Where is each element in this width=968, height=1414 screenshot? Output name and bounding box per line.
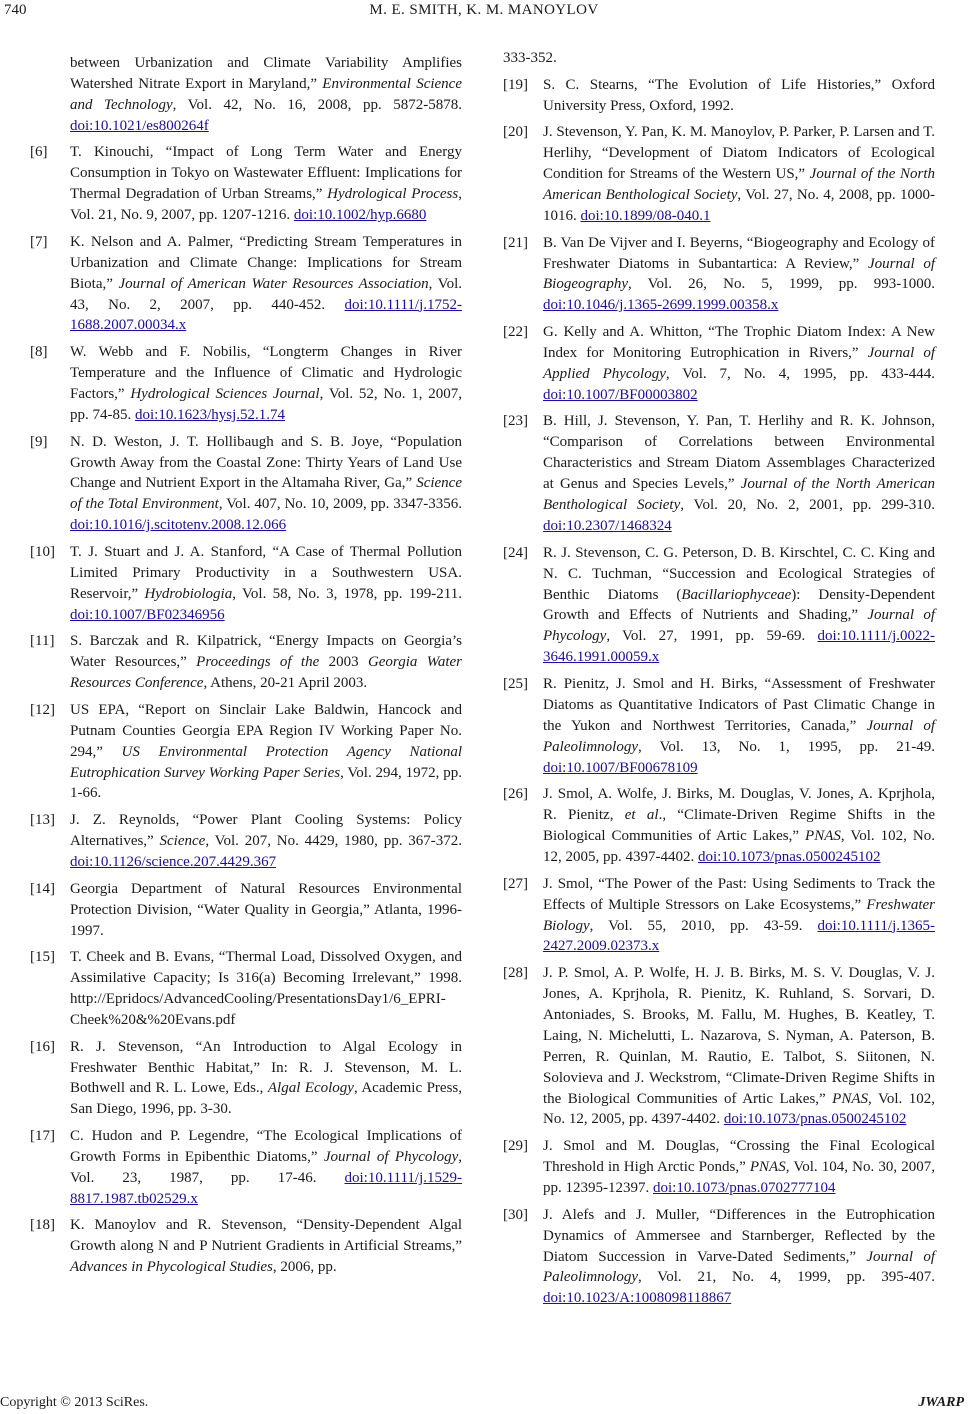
reference-text	[70, 879, 462, 942]
reference-number: [27]	[503, 875, 528, 892]
doi-link[interactable]: doi:10.1899/08-040.1	[580, 207, 711, 224]
reference-text-span: J. Z. Reynolds, “Power Plant Cooling Systems: Policy Alternatives,”	[70, 812, 462, 850]
reference-text	[70, 1037, 462, 1121]
italic-title: Science of the Total Environment	[70, 475, 462, 513]
reference-text	[70, 1215, 462, 1278]
italic-title: Hydrological Sciences Journal	[130, 385, 320, 402]
reference-text	[70, 542, 462, 626]
page-number: 740	[4, 2, 27, 18]
reference-text-span: , 2006, pp.	[272, 1259, 337, 1276]
reference-entry	[30, 542, 462, 626]
reference-text-span: , Athens, 20-21 April 2003.	[203, 675, 368, 692]
doi-link[interactable]: doi:10.1007/BF00003802	[543, 386, 698, 403]
italic-title: PNAS	[805, 828, 841, 845]
reference-number: [15]	[30, 949, 55, 966]
reference-entry	[503, 543, 935, 668]
reference-number: [11]	[30, 633, 55, 650]
references-left-column	[30, 53, 462, 1278]
reference-number: [17]	[30, 1128, 55, 1145]
reference-text-span: R. J. Stevenson, C. G. Peterson, D. B. Kirschtel, C. C. King and N. C. Tuchman, “Succession and Ecological Strategies of Benthic Diatoms (	[543, 544, 935, 603]
reference-text-span: , Vol. 21, No. 4, 1999, pp. 395-407.	[637, 1269, 935, 1286]
doi-link[interactable]: doi:10.1002/hyp.6680	[293, 207, 427, 224]
reference-text-span: , Vol. 27, No. 4, 2008, pp. 1000-1016.	[543, 187, 935, 224]
italic-title: Advances in Phycological Studies	[70, 1259, 273, 1276]
reference-number: [29]	[503, 1138, 528, 1155]
reference-text-span: J. Smol, A. Wolfe, J. Birks, M. Douglas, V. Jones, A. Kprjhola, R. Pienitz,	[543, 786, 935, 824]
reference-text	[70, 232, 462, 337]
reference-text	[543, 963, 935, 1130]
reference-text	[543, 75, 935, 117]
reference-text-span: S. C. Stearns, “The Evolution of Life Histories,” Oxford University Press, Oxford, 1992.	[543, 76, 935, 114]
reference-text	[70, 432, 462, 537]
italic-title: Journal of Applied Phycology	[543, 344, 935, 382]
italic-title: Algal Ecology	[267, 1080, 354, 1097]
doi-link[interactable]: doi:10.1111/j.1752-1688.2007.00034.x	[70, 296, 462, 334]
reference-entry	[503, 75, 935, 117]
italic-title: Journal of Biogeography	[543, 255, 935, 293]
reference-text	[30, 53, 462, 137]
doi-link[interactable]: doi:10.1021/es800264f	[70, 117, 209, 134]
reference-text-span: W. Webb and F. Nobilis, “Longterm Changes in River Temperature and the Influence of Climatic and Hydrologic Factors,”	[70, 344, 462, 402]
italic-title: Journal of Paleolimnology	[543, 717, 935, 755]
references-right-column	[503, 48, 935, 1309]
doi-link[interactable]: doi:10.1126/science.207.4429.367	[70, 854, 277, 870]
reference-text	[543, 122, 935, 227]
doi-link[interactable]: doi:10.1111/j.1365-2427.2009.02373.x	[543, 917, 935, 955]
reference-entry	[30, 947, 462, 1031]
doi-link[interactable]: doi:10.1007/BF02346956	[70, 606, 225, 623]
reference-text-span: Georgia Department of Natural Resources Environmental Protection Division, “Water Quality in Georgia,” Atlanta, 1996-1997.	[70, 880, 462, 939]
reference-text-span: , Vol. 21, No. 9, 2007, pp. 1207-1216.	[70, 186, 462, 224]
reference-number: [10]	[30, 543, 55, 560]
reference-text	[70, 1126, 462, 1210]
reference-entry	[30, 1126, 462, 1210]
reference-text-span: , Vol. 23, 1987, pp. 17-46.	[70, 1148, 462, 1186]
reference-text-span: , Vol. 207, No. 4429, 1980, pp. 367-372.	[205, 833, 463, 850]
reference-entry	[503, 322, 935, 406]
reference-text-span: , Vol. 13, No. 1, 1995, pp. 21-49.	[637, 738, 935, 755]
reference-text-span: K. Manoylov and R. Stevenson, “Density-Dependent Algal Growth along N and P Nutrient Gradients in Artificial Streams,”	[70, 1217, 462, 1255]
reference-number: [23]	[503, 413, 528, 430]
doi-link[interactable]: doi:10.1073/pnas.0702777104	[653, 1179, 836, 1196]
doi-link[interactable]: doi:10.1016/j.scitotenv.2008.12.066	[70, 517, 287, 534]
reference-text-span: C. Hudon and P. Legendre, “The Ecological Implications of Growth Forms in Epibenthic Diatoms,”	[70, 1128, 462, 1165]
italic-title: Journal of the North American Benthological Society	[543, 476, 935, 514]
copyright-notice: Copyright © 2013 SciRes.	[0, 1395, 149, 1410]
italic-title: Journal of American Water Resources Association	[118, 275, 429, 292]
reference-entry	[503, 1205, 935, 1310]
reference-text	[70, 810, 462, 873]
italic-title: Journal of Phycology	[543, 607, 935, 645]
reference-text	[543, 543, 935, 668]
reference-text-span: J. Stevenson, Y. Pan, K. M. Manoylov, P. Parker, P. Larsen and T. Herlihy, “Development of Diatom Indicators of Ecological Condition for Streams of the Western US,”	[543, 124, 935, 183]
reference-text-span: B. Hill, J. Stevenson, Y. Pan, T. Herlihy and R. K. Johnson, “Comparison of Correlations between Environmental Characteristics and Stream Diatom Assemblages Characterized at Genus and Species Levels,”	[543, 413, 935, 493]
reference-text-span: US EPA, “Report on Sinclair Lake Baldwin, Hancock and Putnam Counties Georgia EPA Region IV Working Paper No. 294,”	[70, 701, 462, 760]
italic-title: Journal of Phycology	[323, 1148, 459, 1165]
reference-text-span: J. Smol, “The Power of the Past: Using Sediments to Track the Effects of Multiple Stressors on Lake Ecosystems,”	[543, 875, 935, 913]
italic-title: Environmental Science and Technology	[70, 75, 462, 113]
reference-entry	[30, 342, 462, 426]
reference-text-span: , Vol. 102, No. 12, 2005, pp. 4397-4402.	[543, 828, 935, 865]
reference-text-span: T. Kinouchi, “Impact of Long Term Water and Energy Consumption in Tokyo on Wastewater Effluent: Implications for Thermal Degradation of Urban Streams,”	[70, 144, 462, 203]
reference-text	[543, 674, 935, 779]
reference-text-span: , Vol. 294, 1972, pp. 1-66.	[70, 764, 462, 802]
italic-title: Journal of Paleolimnology	[543, 1248, 935, 1286]
reference-text-span: N. D. Weston, J. T. Hollibaugh and S. B. Joye, “Population Growth Away from the Coastal Zone: Thirty Years of Land Use Change and Nutrient Export in the Altamaha River, Ga,”	[70, 433, 462, 492]
reference-entry	[503, 1136, 935, 1199]
reference-text	[70, 700, 462, 805]
journal-abbrev: JWARP	[918, 1395, 964, 1410]
doi-link[interactable]: doi:10.1023/A:1008098118867	[543, 1290, 732, 1307]
reference-text-span: , Vol. 55, 2010, pp. 43-59.	[589, 917, 818, 934]
italic-title: US Environmental Protection Agency National Eutrophication Survey Working Paper Series	[70, 743, 462, 781]
reference-text	[543, 784, 935, 868]
reference-text-span: 2003	[319, 654, 368, 671]
reference-text-span: , Vol. 58, No. 3, 1978, pp. 199-211.	[232, 585, 462, 602]
italic-title: Georgia Water Resources Conference	[70, 654, 462, 692]
reference-text-span: R. J. Stevenson, “An Introduction to Algal Ecology in Freshwater Benthic Habitat,” In: R. J. Stevenson, M. L. Bothwell and R. L. Lowe, Eds.,	[70, 1038, 462, 1097]
reference-number: [30]	[503, 1206, 528, 1223]
reference-text	[70, 631, 462, 694]
reference-text	[543, 874, 935, 958]
reference-number: [12]	[30, 701, 55, 718]
reference-number: [18]	[30, 1217, 55, 1234]
reference-text-span: ., “Climate-Driven Regime Shifts in the Biological Communities of Artic Lakes,”	[543, 807, 935, 845]
reference-number: [19]	[503, 76, 528, 93]
reference-text-span: ): Density-Dependent Growth and Effects of Nutrients and Shading,”	[543, 586, 936, 624]
reference-entry	[503, 674, 935, 779]
italic-title: Hydrological Process	[327, 186, 459, 203]
reference-entry	[503, 874, 935, 958]
reference-text-span: between Urbanization and Climate Variability Amplifies Watershed Nitrate Export in Maryland,”	[70, 55, 462, 92]
reference-number: [26]	[503, 786, 528, 803]
reference-entry	[30, 1215, 462, 1278]
reference-text-span: T. J. Stuart and J. A. Stanford, “A Case of Thermal Pollution Limited Primary Productivity in a Southwestern USA. Reservoir,”	[70, 543, 462, 602]
reference-text-span: J. Alefs and J. Muller, “Differences in the Eutrophication Dynamics of Ammersee and Starnberger, Reflected by the Diatom Succession in Varve-Dated Sediments,”	[543, 1206, 935, 1265]
reference-text-span: , Vol. 42, No. 16, 2008, pp. 5872-5878.	[172, 96, 462, 113]
reference-text	[543, 233, 935, 317]
italic-title: Bacillariophyceae	[681, 586, 792, 603]
reference-number: [28]	[503, 965, 528, 982]
reference-number: [24]	[503, 544, 528, 561]
doi-link[interactable]: doi:10.1073/pnas.0500245102	[723, 1111, 907, 1128]
reference-text	[543, 1205, 935, 1310]
reference-number: [21]	[503, 234, 528, 251]
reference-entry	[30, 631, 462, 694]
reference-entry	[30, 810, 462, 873]
reference-text-span: J. P. Smol, A. P. Wolfe, H. J. B. Birks, M. S. V. Douglas, V. J. Jones, A. Kprjhola, R. Pienitz, K. Ruhland, S. Sorvari, D. Antoniades, S. Brooks, M. Fallu, M. Hughes, B. Keatley, T. Laing, N. Michelutti, L. Nazarova, S. Nyman, A. Paterson, B. Perren, R. Quinlan, M. Rautio, E. Talbot, S. Siitonen, N. Solovieva and J. Weckstrom, “Climate-Driven Regime Shifts in the Biological Communities of Artic Lakes,”	[543, 965, 935, 1107]
reference-text	[543, 322, 935, 406]
reference-text-span: 333-352.	[503, 50, 557, 66]
reference-entry	[503, 784, 935, 868]
reference-text-span: , Vol. 104, No. 30, 2007, pp. 12395-12397.	[543, 1159, 935, 1196]
reference-number: [8]	[30, 344, 48, 361]
doi-link[interactable]: doi:10.1623/hysj.52.1.74	[135, 406, 286, 423]
reference-entry	[30, 232, 462, 337]
reference-entry	[503, 48, 935, 69]
doi-link[interactable]: doi:10.1111/j.0022-3646.1991.00059.x	[543, 628, 935, 666]
reference-text-span: T. Cheek and B. Evans, “Thermal Load, Dissolved Oxygen, and Assimilative Capacity; Is 316(a) Becoming Irrelevant,” 1998. http://Epridocs/AdvancedCooling/PresentationsDay1/6_EPRI-Cheek%20&%20Evans.pdf	[70, 949, 462, 1028]
reference-text-span: , Vol. 7, No. 4, 1995, pp. 433-444.	[665, 365, 935, 382]
reference-text-span: , Vol. 52, No. 1, 2007, pp. 74-85.	[70, 385, 462, 423]
reference-text-span: , Vol. 20, No. 2, 2001, pp. 299-310.	[680, 497, 935, 514]
reference-text	[70, 142, 462, 226]
running-head-authors: M. E. SMITH, K. M. MANOYLOV	[369, 2, 599, 18]
reference-text-span: J. Smol and M. Douglas, “Crossing the Final Ecological Threshold in High Arctic Ponds,”	[543, 1138, 935, 1176]
reference-text-span: S. Barczak and R. Kilpatrick, “Energy Impacts on Georgia’s Water Resources,”	[70, 633, 462, 671]
reference-number: [20]	[503, 124, 528, 141]
reference-entry	[503, 411, 935, 536]
reference-number: [7]	[30, 233, 48, 250]
reference-text-span: , Vol. 102, No. 12, 2005, pp. 4397-4402.	[543, 1090, 935, 1128]
reference-number: [25]	[503, 675, 528, 692]
reference-text	[543, 1136, 935, 1199]
reference-text-span: , Academic Press, San Diego, 1996, pp. 3-30.	[70, 1080, 462, 1118]
doi-link[interactable]: doi:10.1007/BF00678109	[543, 759, 698, 776]
reference-text-span: , Vol. 407, No. 10, 2009, pp. 3347-3356.	[218, 496, 462, 513]
reference-number: [22]	[503, 324, 528, 341]
reference-text	[503, 48, 935, 69]
reference-text-span: , Vol. 27, 1991, pp. 59-69.	[606, 628, 818, 645]
reference-entry	[30, 432, 462, 537]
italic-title: Science	[159, 833, 206, 850]
reference-text-span: R. Pienitz, J. Smol and H. Birks, “Assessment of Freshwater Diatoms as Quantitative Indicators of Past Climatic Change in the Yukon and Northwest Territories, Canada,”	[543, 675, 935, 734]
reference-entry	[30, 142, 462, 226]
doi-link[interactable]: doi:10.1073/pnas.0500245102	[698, 849, 881, 865]
reference-entry	[503, 963, 935, 1130]
italic-title: Proceedings of the	[196, 654, 320, 671]
italic-title: Journal of the North American Benthological Society	[543, 166, 935, 204]
reference-number: [6]	[30, 144, 48, 161]
reference-text	[70, 342, 462, 426]
reference-entry	[30, 53, 462, 137]
reference-text-span: , Vol. 26, No. 5, 1999, pp. 993-1000.	[627, 276, 935, 293]
reference-text	[70, 947, 462, 1031]
reference-text-span: K. Nelson and A. Palmer, “Predicting Stream Temperatures in Urbanization and Climate Change: Implications for Stream Biota,”	[70, 233, 462, 292]
reference-entry	[30, 879, 462, 942]
doi-link[interactable]: doi:10.1046/j.1365-2699.1999.00358.x	[543, 297, 779, 314]
reference-text-span: G. Kelly and A. Whitton, “The Trophic Diatom Index: A New Index for Monitoring Eutrophication in Rivers,”	[543, 324, 935, 361]
italic-title: Hydrobiologia	[144, 585, 233, 602]
reference-text-span: B. Van De Vijver and I. Beyerns, “Biogeography and Ecology of Freshwater Diatoms in Subantartica: A Review,”	[543, 234, 935, 272]
doi-link[interactable]: doi:10.1111/j.1529-8817.1987.tb02529.x	[70, 1169, 462, 1207]
italic-title: PNAS	[749, 1159, 786, 1176]
running-header	[0, 0, 968, 30]
reference-entry	[503, 122, 935, 227]
reference-number: [16]	[30, 1038, 55, 1055]
reference-number: [14]	[30, 880, 55, 897]
italic-title: Freshwater Biology	[543, 896, 935, 934]
reference-number: [13]	[30, 812, 55, 829]
italic-title: PNAS	[832, 1090, 869, 1107]
reference-entry	[30, 700, 462, 805]
italic-title: et al	[624, 807, 659, 824]
reference-text	[543, 411, 935, 536]
reference-text-span: , Vol. 43, No. 2, 2007, pp. 440-452.	[70, 275, 462, 313]
doi-link[interactable]: doi:10.2307/1468324	[543, 518, 672, 535]
reference-entry	[503, 233, 935, 317]
reference-entry	[30, 1037, 462, 1121]
reference-number: [9]	[30, 433, 48, 450]
